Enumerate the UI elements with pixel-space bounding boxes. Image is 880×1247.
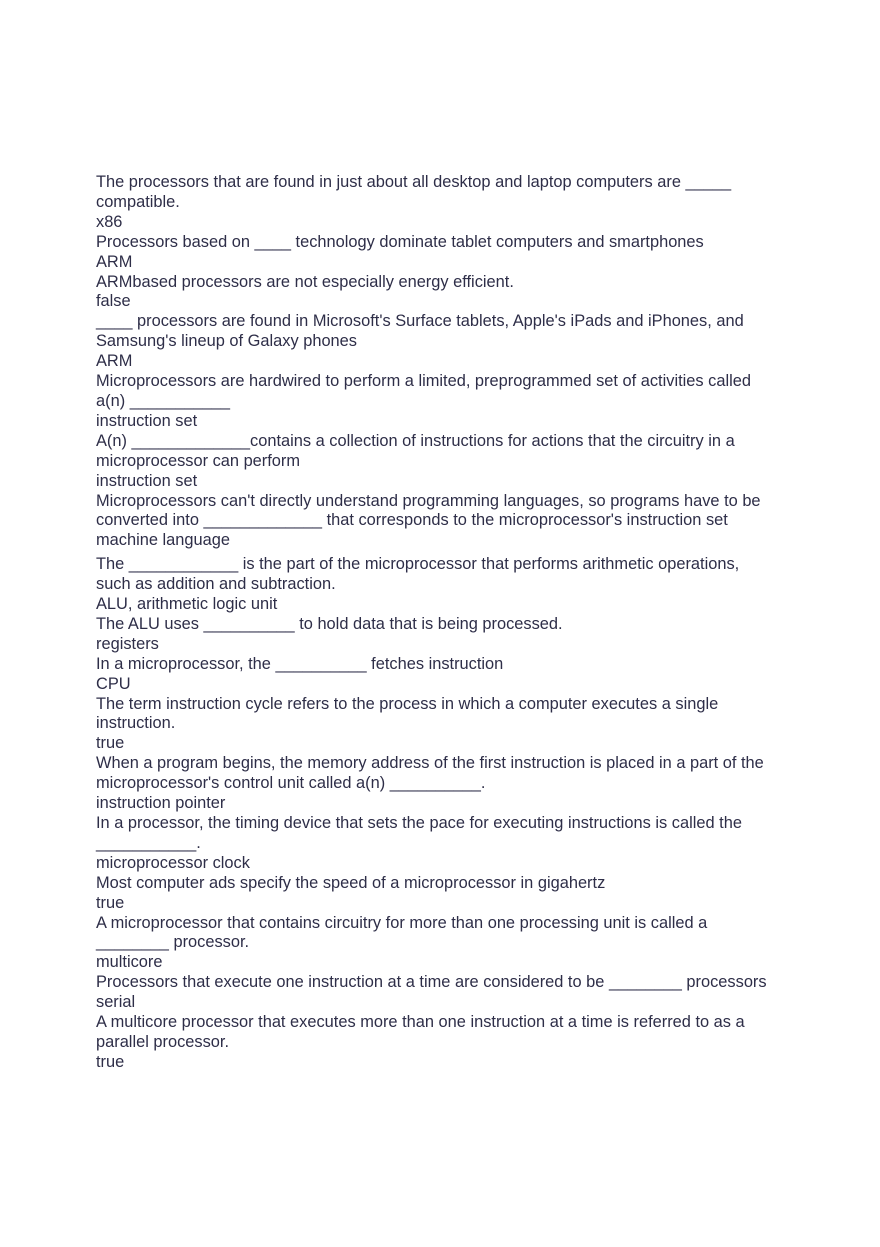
answer-text: instruction pointer: [96, 794, 226, 813]
answer-text: true: [96, 1052, 125, 1071]
answer-text: true: [96, 734, 125, 753]
flashcard: [96, 312, 772, 372]
flashcard: [96, 233, 772, 273]
answer-text: registers: [96, 634, 159, 653]
question-text: The ALU uses __________ to hold data that is being processed.: [96, 614, 563, 633]
answer-text: machine language: [96, 531, 230, 550]
question-text: In a processor, the timing device that sets the pace for executing instructions is called the ___________.: [96, 814, 747, 852]
answer-text: multicore: [96, 953, 163, 972]
flashcard: [96, 432, 772, 492]
answer-text: x86: [96, 212, 123, 231]
question-text: A microprocessor that contains circuitry for more than one processing unit is called a ________ processor.: [96, 913, 712, 952]
flashcard: [96, 173, 772, 233]
flashcard: [96, 372, 772, 432]
flashcard: [96, 1013, 772, 1073]
answer-text: serial: [96, 993, 136, 1012]
answer-text: microprocessor clock: [96, 853, 250, 872]
flashcard: [96, 655, 772, 695]
question-text: Processors based on ____ technology dominate tablet computers and smartphones: [96, 232, 704, 251]
flashcard: [96, 555, 772, 615]
question-text: In a microprocessor, the __________ fetches instruction: [96, 654, 504, 673]
flashcard: [96, 492, 772, 552]
answer-text: true: [96, 893, 125, 912]
flashcard: [96, 273, 772, 313]
question-text: Most computer ads specify the speed of a microprocessor in gigahertz: [96, 873, 606, 892]
question-text: Processors that execute one instruction at a time are considered to be ________ processors: [96, 973, 767, 992]
question-text: Microprocessors are hardwired to perform a limited, preprogrammed set of activities called a(n) ___________: [96, 372, 756, 410]
question-text: The processors that are found in just about all desktop and laptop computers are _____ compatible.: [96, 173, 736, 211]
answer-text: CPU: [96, 674, 131, 693]
flashcard: [96, 754, 772, 814]
answer-text: ARM: [96, 252, 133, 271]
flashcard: [96, 973, 772, 1013]
flashcard: [96, 814, 772, 874]
question-text: The ____________ is the part of the microprocessor that performs arithmetic operations, such as addition and subtraction.: [96, 555, 744, 594]
answer-text: instruction set: [96, 411, 198, 430]
document-page: [96, 173, 772, 1073]
flashcard: [96, 914, 772, 974]
answer-text: false: [96, 292, 131, 311]
question-text: Microprocessors can't directly understand programming languages, so programs have to be converted into _____________ that corresponds to the microprocessor's instruction set: [96, 491, 766, 530]
flashcard: [96, 615, 772, 655]
flashcard: [96, 695, 772, 755]
flashcard: [96, 874, 772, 914]
question-text: ARMbased processors are not especially energy efficient.: [96, 272, 514, 291]
question-text: A(n) _____________contains a collection of instructions for actions that the circuitry in a microprocessor can perform: [96, 431, 740, 470]
answer-text: ALU, arithmetic logic unit: [96, 595, 278, 614]
question-text: A multicore processor that executes more than one instruction at a time is referred to as a parallel processor.: [96, 1013, 750, 1051]
answer-text: instruction set: [96, 471, 198, 490]
answer-text: ARM: [96, 352, 133, 371]
question-text: ____ processors are found in Microsoft's Surface tablets, Apple's iPads and iPhones, and Samsung's lineup of Galaxy phones: [96, 312, 749, 351]
question-text: The term instruction cycle refers to the process in which a computer executes a single instruction.: [96, 694, 723, 733]
question-text: When a program begins, the memory address of the first instruction is placed in a part of the microprocessor's control unit called a(n) __________.: [96, 754, 769, 793]
